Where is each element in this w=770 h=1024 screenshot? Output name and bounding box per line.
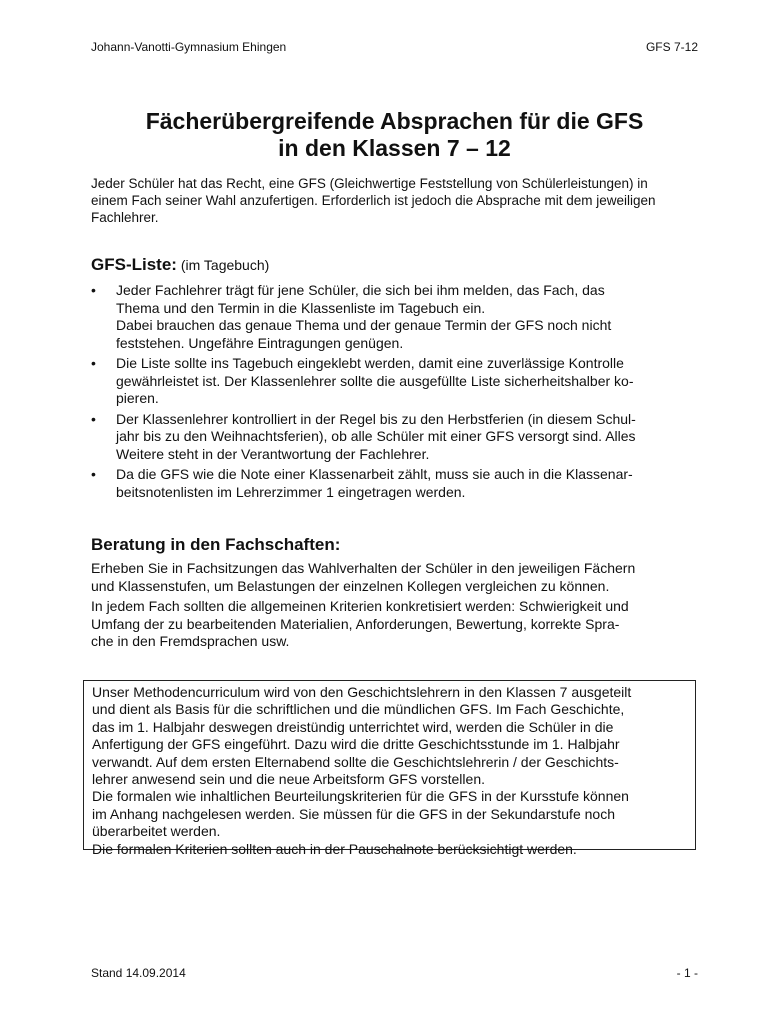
- bullet-icon: •: [91, 466, 96, 482]
- box-line: überarbeitet werden.: [92, 823, 221, 840]
- list-item-line: jahr bis zu den Weihnachtsferien), ob alle Schüler mit einer GFS versorgt sind. Alles: [116, 428, 636, 444]
- gfs-list-heading: [91, 255, 269, 275]
- list-item-line: Da die GFS wie die Note einer Klassenarbeit zählt, muss sie auch in die Klassenar-: [116, 466, 633, 482]
- list-item-line: Jeder Fachlehrer trägt für jene Schüler, die sich bei ihm melden, das Fach, das: [116, 282, 605, 298]
- list-item-line: Thema und den Termin in die Klassenliste im Tagebuch ein.: [116, 299, 486, 316]
- header-school: Johann-Vanotti-Gymnasium Ehingen: [91, 40, 287, 54]
- list-item: [91, 355, 701, 408]
- title-line-2: in den Klassen 7 – 12: [278, 135, 511, 161]
- box-line: Unser Methodencurriculum wird von den Geschichtslehrern in den Klassen 7 ausgeteilt: [92, 684, 632, 700]
- list-item-line: Weitere steht in der Verantwortung der Fachlehrer.: [116, 445, 430, 462]
- box-line: und dient als Basis für die schriftlichen und die mündlichen GFS. Im Fach Geschichte,: [92, 701, 625, 718]
- page-header: [91, 40, 698, 56]
- paragraph-line: und Klassenstufen, um Belastungen der einzelnen Kollegen vergleichen zu können.: [91, 577, 610, 594]
- footer-date: Stand 14.09.2014: [91, 966, 186, 980]
- box-line: verwandt. Auf dem ersten Elternabend sollte die Geschichtslehrerin / der Geschichts-: [92, 753, 619, 770]
- paragraph-line: Erheben Sie in Fachsitzungen das Wahlverhalten der Schüler in den jeweiligen Fächern: [91, 560, 636, 576]
- intro-line: einem Fach seiner Wahl anzufertigen. Erforderlich ist jedoch die Absprache mit dem jeweiligen: [91, 193, 656, 208]
- box-line: Die formalen wie inhaltlichen Beurteilungskriterien für die GFS in der Kursstufe können: [92, 788, 629, 805]
- box-line: Anfertigung der GFS eingeführt. Dazu wird die dritte Geschichtsstunde im 1. Halbjahr: [92, 736, 620, 753]
- footer-page-number: - 1 -: [676, 966, 698, 980]
- intro-paragraph: [91, 175, 701, 226]
- list-item-line: pieren.: [116, 390, 159, 406]
- box-line: lehrer anwesend sein und die neue Arbeitsform GFS vorstellen.: [92, 771, 485, 788]
- gfs-list-heading-text: GFS-Liste:: [91, 255, 177, 274]
- gfs-bullet-list: [91, 282, 701, 504]
- box-line: im Anhang nachgelesen werden. Sie müssen für die GFS in der Sekundarstufe noch: [92, 805, 615, 822]
- document-title: [91, 108, 698, 162]
- list-item-line: Die Liste sollte ins Tagebuch eingeklebt werden, damit eine zuverlässige Kontrolle: [116, 355, 624, 371]
- beratung-paragraph-1: [91, 560, 703, 595]
- bullet-icon: •: [91, 355, 96, 371]
- intro-line: Jeder Schüler hat das Recht, eine GFS (Gleichwertige Feststellung von Schülerleistungen) in: [91, 176, 648, 191]
- list-item-line: Der Klassenlehrer kontrolliert in der Regel bis zu den Herbstferien (in diesem Schul-: [116, 410, 636, 427]
- beratung-paragraph-2: [91, 598, 703, 651]
- paragraph-line: che in den Fremdsprachen usw.: [91, 633, 290, 649]
- box-line: Die formalen Kriterien sollten auch in der Pauschalnote berücksichtigt werden.: [92, 840, 577, 857]
- list-item-line: gewährleistet ist. Der Klassenlehrer sollte die ausgefüllte Liste sicherheitshalber ko-: [116, 372, 634, 389]
- bullet-icon: •: [91, 282, 96, 298]
- methodencurriculum-box: [83, 680, 696, 857]
- list-item-line: beitsnotenlisten im Lehrerzimmer 1 eingetragen werden.: [116, 483, 466, 500]
- page-footer: [91, 966, 698, 982]
- list-item-line: Dabei brauchen das genaue Thema und der genaue Termin der GFS noch nicht: [116, 317, 612, 333]
- beratung-heading: Beratung in den Fachschaften:: [91, 535, 341, 554]
- list-item: [91, 411, 701, 464]
- list-item-line: feststehen. Ungefähre Eintragungen genügen.: [116, 334, 404, 351]
- list-item: [91, 282, 701, 352]
- paragraph-line: Umfang der zu bearbeitenden Materialien, Anforderungen, Bewertung, korrekte Spra-: [91, 615, 620, 632]
- title-line-1: Fächerübergreifende Absprachen für die GFS: [145, 108, 644, 134]
- box-line: das im 1. Halbjahr deswegen dreistündig unterrichtet wird, werden die Schüler in die: [92, 718, 614, 735]
- paragraph-line: In jedem Fach sollten die allgemeinen Kriterien konkretisiert werden: Schwierigkeit und: [91, 598, 629, 614]
- bullet-icon: •: [91, 410, 96, 427]
- intro-line: Fachlehrer.: [91, 210, 159, 225]
- header-code: GFS 7-12: [645, 40, 698, 54]
- list-item: [91, 466, 701, 501]
- gfs-list-subheading: (im Tagebuch): [176, 257, 270, 273]
